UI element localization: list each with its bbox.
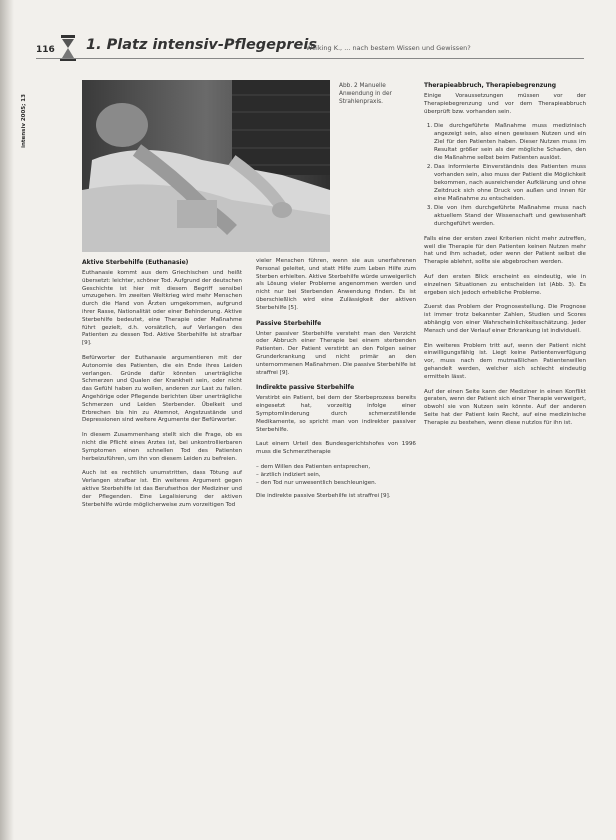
column-right <box>424 82 586 434</box>
list-item: 1. Die durchgeführte Maßnahme muss medizinisch angezeigt sein, also einen gewissen Nutzen und ein Ziel für den Patienten haben. Dieser Nutzen muss im Resultat größer sein als der mögliche Schaden, den die Maßnahme selbst beim Patienten auslöst. <box>434 123 586 162</box>
paragraph: Unter passiver Sterbehilfe versteht man den Verzicht oder Abbruch einer Therapie bei einem sterbenden Patienten. Der Patient verstirbt an den Folgen seiner Grunderkrankung und nicht primär an den unternommenen Maßnahmen. Die passive Sterbehilfe ist straffrei [9]. <box>256 330 416 376</box>
page-binding-shadow <box>0 0 14 840</box>
paragraph: Auch ist es rechtlich unumstritten, dass Tötung auf Verlangen strafbar ist. Ein weiteres Argument gegen aktive Sterbehilfe ist das Berufsethos der Mediziner und der Pflegenden. Eine Legalisierung der aktiven Sterbehilfe würde möglicherweise zum vorzeitigen Tod <box>82 470 242 508</box>
prerequisites-list <box>424 123 586 228</box>
paragraph: Laut einem Urteil des Bundesgerichtshofes von 1996 muss die Schmerztherapie <box>256 441 416 456</box>
column-middle <box>256 258 416 508</box>
paragraph: Die indirekte passive Sterbehilfe ist straffrei [9]. <box>256 493 391 500</box>
column-left <box>82 259 242 516</box>
paragraph: Euthanasie kommt aus dem Griechischen und heißt übersetzt: leichter, schöner Tod. Aufgrund der deutschen Geschichte ist hier mit diesem Begriff sensibel umzugehen. Im zweiten Weltkrieg wird mehr Menschen durch die Hand von Ärzten umgekommen, aufgrund ihrer Rasse, Nationalität oder einer Behinderung. Aktive Sterbehilfe bedeutet, eine Therapie oder Maßnahme führt gezielt, d.h. vorsätzlich, auf Verlangen des Patienten zu dessen Tod. Aktive Sterbehilfe ist strafbar [9]. <box>82 270 242 347</box>
figure-photo <box>82 80 330 252</box>
section-heading-active-euthanasia: Aktive Sterbehilfe (Euthanasie) <box>82 259 189 266</box>
list-item: 3. Die von ihm durchgeführte Maßnahme muss nach aktuellem Stand der Wissenschaft und gewissenhaft durchgeführt werden. <box>434 205 586 228</box>
paragraph: Zuerst das Problem der Prognosestellung. Die Prognose ist immer trotz bekannter Zahlen, Studien und Scores abhängig von einer Wahrscheinlichkeitsschätzung. Jeder Mensch und der Verlauf einer Erkrankung ist individuell. <box>424 304 586 334</box>
paragraph: Auf der einen Seite kann der Mediziner in einen Konflikt geraten, wenn der Patient sich einer Therapie verweigert, obwohl sie von Nutzen sein könnte. Auf der anderen Seite hat der Patient kein Recht, auf eine medizinische Therapie zu bestehen, wenn diese nutzlos für ihn ist. <box>424 388 586 426</box>
paragraph: Ein weiteres Problem tritt auf, wenn der Patient nicht einwilligungsfähig ist. Liegt keine Patientenverfügung vor, muss nach dem mutmaßlichen Patientenwillen gehandelt werden, welcher sich schlecht eindeutig ermitteln lässt. <box>424 342 586 380</box>
list-item: – den Tod nur unwesentlich beschleunigen. <box>256 480 416 488</box>
list-item: 2. Das informierte Einverständnis des Patienten muss vorhanden sein, also muss der Patient die Möglichkeit bekommen, nach ausreichender Aufklärung und ohne Zeitdruck sich ohne Druck von außen und innen für eine Maßnahme zu entscheiden. <box>434 164 586 203</box>
paragraph: Auf den ersten Blick erscheint es eindeutig, wie in einzelnen Situationen zu entscheiden ist (Abb. 3). Es ergeben sich jedoch erhebliche Probleme. <box>424 273 586 296</box>
page-title: 1. Platz intensiv-Pflegepreis <box>86 37 317 53</box>
running-header: Weiking K., ... nach bestem Wissen und Gewissen? <box>306 44 471 52</box>
paragraph: Einige Voraussetzungen müssen vor der Therapiebegrenzung und vor dem Therapieabbruch überprüft bzw. vorhanden sein. <box>424 93 586 115</box>
paragraph: Verstirbt ein Patient, bei dem der Sterbeprozess bereits eingesetzt hat, vorzeitig infolge einer Symptomlinderung durch schmerzstillende Medikamente, so spricht man von indirekter passiver Sterbehilfe. <box>256 395 416 433</box>
section-heading-passive-euthanasia: Passive Sterbehilfe <box>256 319 322 327</box>
paragraph: vieler Menschen führen, wenn sie aus unerfahrenen Personal geleitet, und statt Hilfe zum Leben Hilfe zum Sterben erhielten. Aktive Sterbehilfe würde unweigerlich als Lösung vieler Probleme angenommen werden und nicht nur bei Sterbenden Anwendung finden. Es ist überschießlich wird eine Zulässigkeit der aktiven Sterbehilfe [5]. <box>256 258 416 311</box>
list-item: – dem Willen des Patienten entsprechen, <box>256 464 416 472</box>
section-heading-therapy-limitation: Therapieabbruch, Therapiebegrenzung <box>424 82 557 89</box>
page-header <box>36 34 584 64</box>
header-rule <box>36 58 584 59</box>
paragraph: Befürworter der Euthanasie argumentieren mit der Autonomie des Patienten, die ein Ende ihres Leiden verlangen. Gründe dafür könnten unerträgliche Schmerzen und Qualen der Krankheit sein, oder nicht das Gefühl haben zu wollen, anderen zur Last zu fallen. Angehörige oder Pflegende berichten über unerträgliche Schmerzen und Leiden Sterbender. Übelkeit und Erbrechen bis hin zu Atemnot, Angstzustände und Depressionen sind weitere Argumente der Befürworter. <box>82 354 242 424</box>
paragraph: Falls eine der ersten zwei Kriterien nicht mehr zutreffen, weil die Therapie für den Patienten keinen Nutzen mehr hat und ihm schadet, oder wenn der Patient selbst die Therapie ablehnt, sollte sie abgebrochen werden. <box>424 235 586 266</box>
section-heading-indirect-passive: Indirekte passive Sterbehilfe <box>256 384 355 392</box>
paragraph: In diesem Zusammenhang stellt sich die Frage, ob es nicht die Pflicht eines Arztes ist, bei unkontrollierbaren Symptomen einen schnellen Tod des Patienten herbeizuführen, um ihn von diesem Leiden zu befreien. <box>82 432 242 462</box>
figure-caption: Abb. 2 Manuelle Anwendung in der Strahlenpraxis. <box>339 83 392 105</box>
page-number: 116 <box>36 45 55 55</box>
journal-side-label: intensiv 2005; 13 <box>21 94 27 148</box>
criteria-list <box>256 464 416 487</box>
list-item: – ärztlich indiziert sein, <box>256 472 416 480</box>
